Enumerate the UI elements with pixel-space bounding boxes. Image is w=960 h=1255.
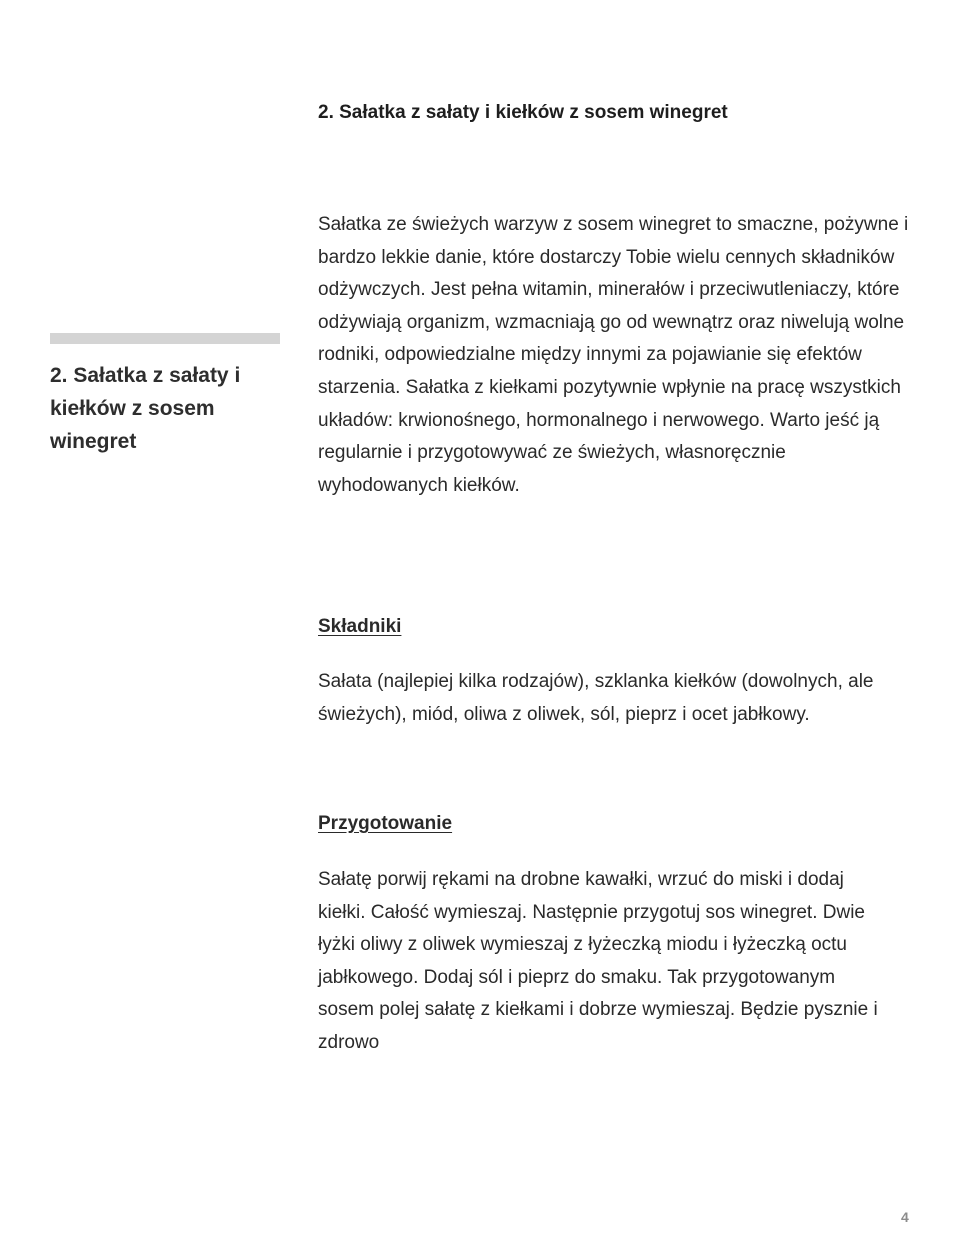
ingredients-heading: Składniki	[318, 616, 402, 637]
page-heading: 2. Sałatka z sałaty i kiełków z sosem winegret	[318, 102, 728, 123]
page-number: 4	[901, 1209, 909, 1225]
preparation-heading: Przygotowanie	[318, 813, 453, 834]
sidebar-accent-bar	[50, 333, 280, 344]
sidebar-title: 2. Sałatka z sałaty i kiełków z sosem winegret	[50, 364, 241, 453]
preparation-paragraph: Sałatę porwij rękami na drobne kawałki, wrzuć do miski i dodaj kiełki. Całość wymieszaj. Następnie przygotuj sos winegret. Dwie łyżki oliwy z oliwek wymieszaj z łyżeczką miodu i łyżeczką octu jabłkowego. Dodaj sól i pieprz do smaku. Tak przygotowanym sosem polej sałatę z kiełkami i dobrze wymieszaj. Będzie pysznie i zdrowo	[318, 869, 878, 1053]
intro-paragraph: Sałatka ze świeżych warzyw z sosem winegret to smaczne, pożywne i bardzo lekkie danie, które dostarczy Tobie wielu cennych składników odżywczych. Jest pełna witamin, minerałów i przeciwutleniaczy, które odżywiają organizm, wzmacniają go od wewnątrz oraz niwelują wolne rodniki, odpowiedzialne między innymi za pojawianie się efektów starzenia. Sałatka z kiełkami pozytywnie wpłynie na pracę wszystkich układów: krwionośnego, hormonalnego i nerwowego. Warto jeść ją regularnie i przygotowywać ze świeżych, własnoręcznie wyhodowanych kiełków.	[318, 214, 909, 496]
ingredients-paragraph: Sałata (najlepiej kilka rodzajów), szklanka kiełków (dowolnych, ale świeżych), miód, oliwa z oliwek, sól, pieprz i ocet jabłkowy.	[318, 671, 874, 725]
